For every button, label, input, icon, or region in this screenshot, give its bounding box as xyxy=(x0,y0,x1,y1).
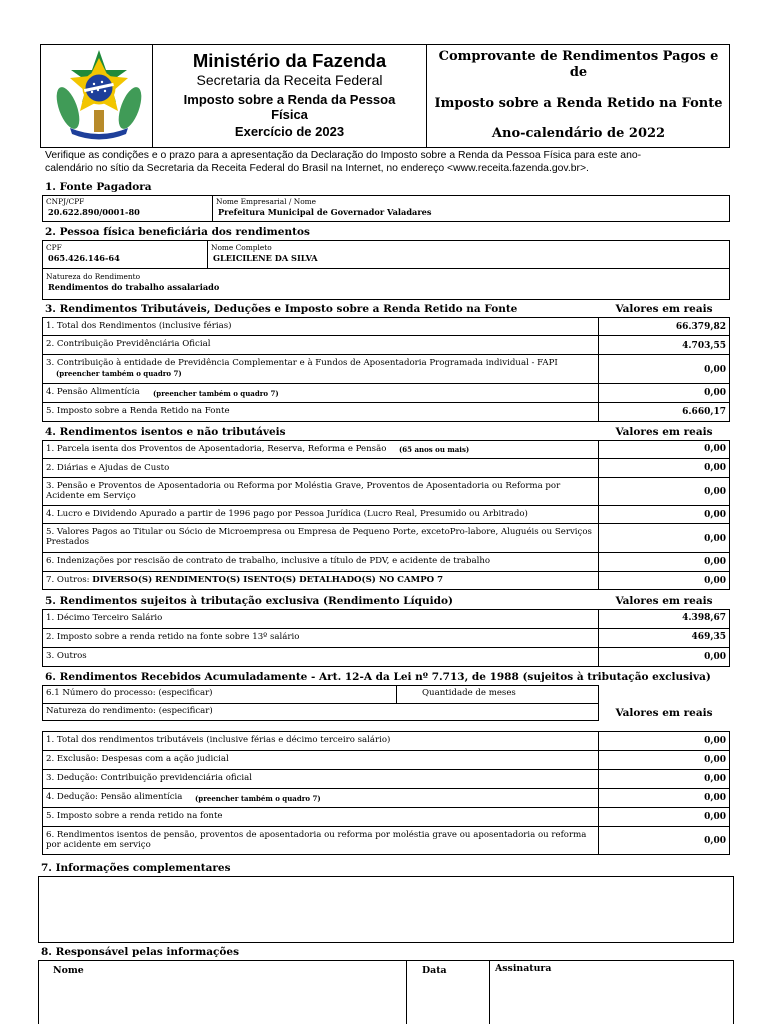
s6-nature-label: Natureza do rendimento: (especificar) xyxy=(46,706,213,716)
s4-row-3-value: 0,00 xyxy=(704,487,726,497)
secretariat-name: Secretaria da Receita Federal xyxy=(196,72,383,88)
s4-row-5-value: 0,00 xyxy=(704,534,726,544)
s4-row-7-label-text: 7. Outros: xyxy=(46,575,90,585)
comprovante-title-line1: Comprovante de Rendimentos Pagos e xyxy=(438,49,719,64)
s6-row-6-label: 6. Rendimentos isentos de pensão, proventos de aposentadoria ou reforma por moléstia grave ou aposentadoria ou reforma xyxy=(46,830,587,840)
calendar-year: Ano-calendário de 2022 xyxy=(491,126,666,141)
s4-row-6-value: 0,00 xyxy=(704,557,726,567)
s4-row-4-label: 4. Lucro e Dividendo Apurado a partir de 1996 pago por Pessoa Jurídica (Lucro Real, Presumido ou Arbitrado) xyxy=(46,509,528,519)
s4-row-6-label: 6. Indenizações por rescisão de contrato de trabalho, inclusive a título de PDV, e acidente de trabalho xyxy=(46,556,491,566)
responsible-box xyxy=(38,960,734,1024)
s3-row-1-value: 66.379,82 xyxy=(675,322,726,332)
section-4-values-header: Valores em reais xyxy=(615,426,713,438)
s5-row-1-value: 4.398,67 xyxy=(682,613,726,623)
beneficiary-name-label: Nome Completo xyxy=(211,243,272,252)
s5-row-2-value: 469,35 xyxy=(691,632,726,642)
section-6-title: 6. Rendimentos Recebidos Acumuladamente - Art. 12-A da Lei nº 7.713, de 1988 (sujeitos à tributação exclusiva) xyxy=(45,671,711,683)
complementary-info-box xyxy=(38,876,734,943)
s4-row-1-note: (65 anos ou mais) xyxy=(399,445,470,454)
s3-row-3-label: 3. Contribuição à entidade de Previdência Complementar e à Fundos de Aposentadoria Programada individual - FAPI xyxy=(46,358,558,368)
payer-name-value: Prefeitura Municipal de Governador Valadares xyxy=(218,207,432,217)
s4-row-5-label: 5. Valores Pagos ao Titular ou Sócio de Microempresa ou Empresa de Pequeno Porte, excetoPro-labore, Aluguéis ou Serviços xyxy=(46,527,592,537)
s3-row-1-label: 1. Total dos Rendimentos (inclusive férias) xyxy=(46,321,232,331)
s4-row-7-label xyxy=(46,575,443,585)
ministry-title: Ministério da Fazenda xyxy=(192,50,387,71)
section-5-values-header: Valores em reais xyxy=(615,595,713,607)
s6-row-1-label: 1. Total dos rendimentos tributáveis (inclusive férias e décimo terceiro salário) xyxy=(46,735,391,745)
payer-name-label: Nome Empresarial / Nome xyxy=(216,197,317,206)
s5-row-2-label: 2. Imposto sobre a renda retido na fonte sobre 13º salário xyxy=(46,632,300,642)
responsible-signature-label: Assinatura xyxy=(495,963,552,974)
s6-row-2-value: 0,00 xyxy=(704,755,726,765)
s6-process-divider xyxy=(396,685,397,703)
s3-row-4-value: 0,00 xyxy=(704,388,726,398)
s6-row-6-label-cont: por acidente em serviço xyxy=(46,840,151,850)
s6-row-4-value: 0,00 xyxy=(704,793,726,803)
section-2-title: 2. Pessoa física beneficiária dos rendimentos xyxy=(45,226,310,238)
section-3-values-header: Valores em reais xyxy=(615,303,713,315)
beneficiary-name-value: GLEICILENE DA SILVA xyxy=(213,253,318,263)
exercise-year: Exercício de 2023 xyxy=(234,124,345,139)
s3-row-4-note: (preencher também o quadro 7) xyxy=(153,389,279,398)
section-1-divider xyxy=(212,195,213,222)
comprovante-title-line2: de xyxy=(569,65,588,80)
s4-row-5-label-cont: Prestados xyxy=(46,537,90,547)
section-1-title: 1. Fonte Pagadora xyxy=(45,181,152,193)
cpf-label: CPF xyxy=(46,243,62,252)
s5-row-1-label: 1. Décimo Terceiro Salário xyxy=(46,613,163,623)
income-nature-label: Natureza do Rendimento xyxy=(46,272,141,281)
s6-row-5-label: 5. Imposto sobre a renda retido na fonte xyxy=(46,811,223,821)
s6-process-hline xyxy=(42,703,599,704)
section-2-divider xyxy=(207,240,208,268)
responsible-date-label: Data xyxy=(422,965,447,976)
section-3-title: 3. Rendimentos Tributáveis, Deduções e Imposto sobre a Renda Retido na Fonte xyxy=(45,303,518,315)
s6-row-3-label: 3. Dedução: Contribuição previdenciária oficial xyxy=(46,773,253,783)
s6-row-6-value: 0,00 xyxy=(704,836,726,846)
s6-process-label: 6.1 Número do processo: (especificar) xyxy=(46,688,213,698)
s3-row-5-value: 6.660,17 xyxy=(682,407,726,417)
s5-row-3-label: 3. Outros xyxy=(46,651,87,661)
cnpj-value: 20.622.890/0001-80 xyxy=(48,207,140,217)
s4-row-1-value: 0,00 xyxy=(704,444,726,454)
responsible-divider-2 xyxy=(489,960,490,1024)
s4-row-1-label: 1. Parcela isenta dos Proventos de Aposentadoria, Reserva, Reforma e Pensão xyxy=(46,444,387,454)
cpf-value: 065.426.146-64 xyxy=(48,253,120,263)
section-7-title: 7. Informações complementares xyxy=(41,862,231,874)
responsible-name-label: Nome xyxy=(53,965,84,976)
s4-row-3-label: 3. Pensão e Proventos de Aposentadoria ou Reforma por Moléstia Grave, Proventos de Aposentadoria ou Reforma por xyxy=(46,481,561,491)
section-2-hline xyxy=(42,268,730,269)
responsible-divider-1 xyxy=(406,960,407,1024)
tax-title-line2: Física xyxy=(271,107,308,122)
income-nature-value: Rendimentos do trabalho assalariado xyxy=(48,282,220,292)
s6-row-4-label: 4. Dedução: Pensão alimentícia xyxy=(46,792,183,802)
s6-months-label: Quantidade de meses xyxy=(422,688,516,698)
s3-row-2-label: 2. Contribuição Previdênciária Oficial xyxy=(46,339,211,349)
s5-row-3-value: 0,00 xyxy=(704,652,726,662)
s4-row-3-label-cont: Acidente em Serviço xyxy=(46,491,136,501)
tax-title-line1: Imposto sobre a Renda da Pessoa xyxy=(183,92,396,107)
s3-row-3-note: (preencher também o quadro 7) xyxy=(56,369,182,378)
s3-row-4-label: 4. Pensão Alimentícia xyxy=(46,387,140,397)
s4-row-4-value: 0,00 xyxy=(704,510,726,520)
s3-row-3-value: 0,00 xyxy=(704,365,726,375)
s4-row-7-value: 0,00 xyxy=(704,576,726,586)
s6-row-1-value: 0,00 xyxy=(704,736,726,746)
s4-row-2-label: 2. Diárias e Ajudas de Custo xyxy=(46,463,170,473)
s6-row-2-label: 2. Exclusão: Despesas com a ação judicial xyxy=(46,754,229,764)
s5-row-3-label-cell xyxy=(42,647,599,667)
s3-row-2-value: 4.703,55 xyxy=(682,341,726,351)
s4-row-2-value: 0,00 xyxy=(704,463,726,473)
section-4-title: 4. Rendimentos isentos e não tributáveis xyxy=(45,426,286,438)
retido-title: Imposto sobre a Renda Retido na Fonte xyxy=(434,96,723,111)
cnpj-label: CNPJ/CPF xyxy=(46,197,85,206)
s4-row-7-detail: DIVERSO(S) RENDIMENTO(S) ISENTO(S) DETALHADO(S) NO CAMPO 7 xyxy=(92,575,444,585)
brazil-coat-of-arms-icon xyxy=(50,48,148,144)
section-8-title: 8. Responsável pelas informações xyxy=(41,946,240,958)
s6-row-5-value: 0,00 xyxy=(704,812,726,822)
s6-row-3-value: 0,00 xyxy=(704,774,726,784)
notice-line2: calendário no sítio da Secretaria da Receita Federal do Brasil na Internet, no endereço <www.receita.fazenda.gov.br>. xyxy=(45,163,589,174)
s6-row-4-note: (preencher também o quadro 7) xyxy=(195,794,321,803)
notice-line1: Verifique as condições e o prazo para a apresentação da Declaração do Imposto sobre a Renda da Pessoa Física para este ano- xyxy=(45,150,642,161)
section-6-values-header: Valores em reais xyxy=(615,707,713,719)
s3-row-5-label: 5. Imposto sobre a Renda Retido na Fonte xyxy=(46,406,230,416)
section-5-title: 5. Rendimentos sujeitos à tributação exclusiva (Rendimento Líquido) xyxy=(45,595,453,607)
